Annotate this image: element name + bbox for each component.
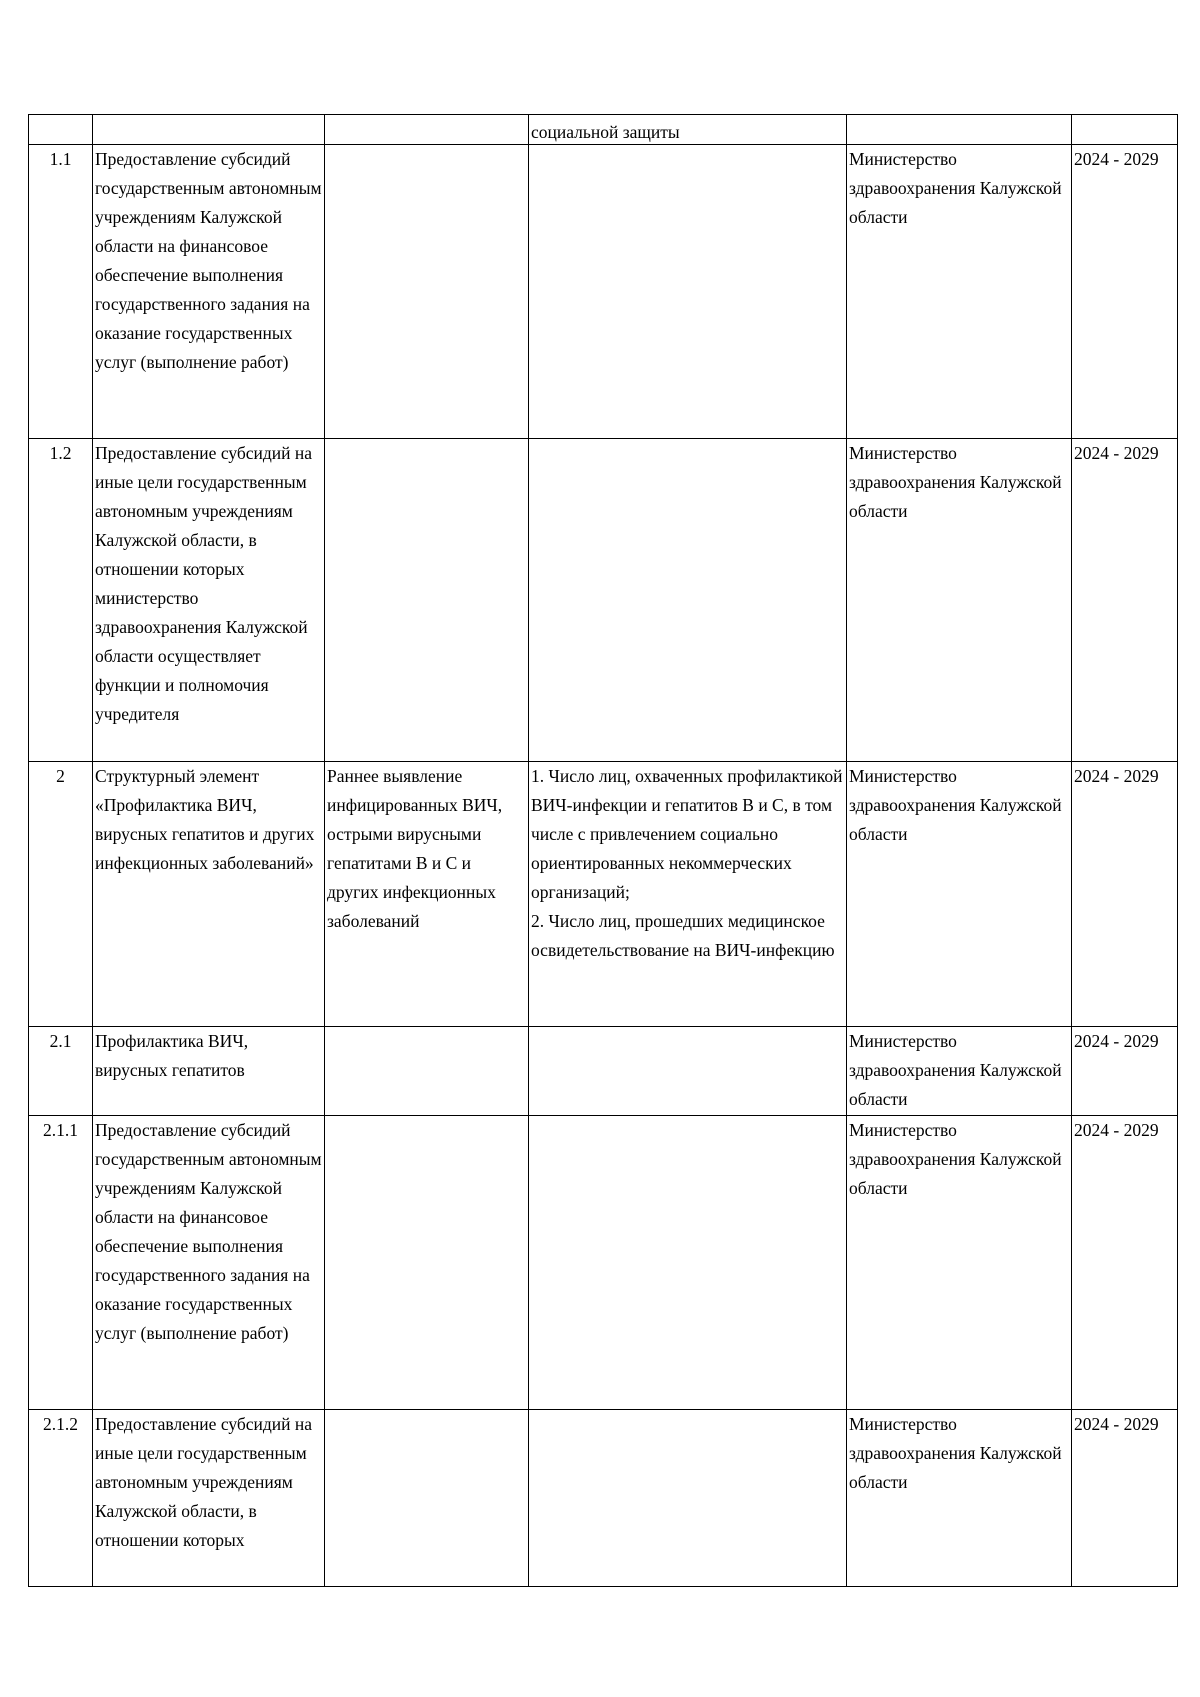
cell-task [325,115,529,145]
table-body [29,115,1178,1587]
cell-responsible [847,439,1072,762]
cell-indicator [529,762,847,1027]
cell-task [325,1116,529,1410]
cell-num [29,115,93,145]
cell-text: Министерство здравоохранения Калужской области [849,1120,1062,1198]
cell-num [29,762,93,1027]
cell-period [1072,1116,1178,1410]
cell-name [93,145,325,439]
cell-indicator [529,1027,847,1116]
cell-text: Раннее выявление инфицированных ВИЧ, острыми вирусными гепатитами В и С и других инфекционных заболеваний [327,766,503,931]
cell-name [93,762,325,1027]
cell-text: 2024 - 2029 [1074,1031,1159,1051]
cell-text: Предоставление субсидий государственным автономным учреждениям Калужской области на финансовое обеспечение выполнения государственного задания на оказание государственных услуг (выполнение работ) [95,1120,322,1343]
cell-text: Министерство здравоохранения Калужской области [849,443,1062,521]
cell-indicator: социальной защиты [529,115,847,145]
cell-indicator [529,1410,847,1587]
cell-period [1072,115,1178,145]
cell-responsible [847,1027,1072,1116]
table-row [29,762,1178,1027]
cell-num [29,439,93,762]
cell-text: Предоставление субсидий на иные цели государственным автономным учреждениям Калужской области, в отношении которых [95,1414,313,1550]
cell-responsible [847,1410,1072,1587]
cell-period [1072,439,1178,762]
table-row [29,1410,1178,1587]
cell-text: 2 [56,766,65,786]
cell-text: 2024 - 2029 [1074,1120,1159,1140]
cell-period [1072,1027,1178,1116]
cell-responsible [847,115,1072,145]
cell-task [325,145,529,439]
cell-num [29,1116,93,1410]
cell-name [93,1116,325,1410]
cell-task [325,1410,529,1587]
table-row [29,145,1178,439]
cell-text: 2024 - 2029 [1074,1414,1159,1434]
cell-text: Министерство здравоохранения Калужской области [849,1414,1062,1492]
cell-indicator [529,1116,847,1410]
cell-num [29,1027,93,1116]
cell-text: 2.1.2 [43,1414,78,1434]
cell-text: 2.1.1 [43,1120,78,1140]
cell-name [93,1410,325,1587]
table-row [29,1116,1178,1410]
cell-num [29,1410,93,1587]
cell-period [1072,762,1178,1027]
cell-name [93,1027,325,1116]
cell-text: 1.1 [49,149,72,169]
cell-text: Министерство здравоохранения Калужской области [849,766,1062,844]
measures-table [28,114,1178,1587]
cell-name [93,115,325,145]
cell-period [1072,1410,1178,1587]
cell-period [1072,145,1178,439]
cell-text: Профилактика ВИЧ, вирусных гепатитов [95,1031,249,1080]
cell-text: Министерство здравоохранения Калужской области [849,149,1062,227]
cell-text: 2.1 [49,1031,72,1051]
table-row [29,1027,1178,1116]
cell-text: 1. Число лиц, охваченных профилактикой ВИЧ-инфекции и гепатитов В и С, в том числе с привлечением социально ориентированных некоммерческих организаций; [531,766,843,902]
cell-responsible [847,762,1072,1027]
cell-task [325,762,529,1027]
cell-text: Предоставление субсидий на иные цели государственным автономным учреждениям Калужской области, в отношении которых министерство здравоохранения Калужской области осуществляет функции и полномочия учредителя [95,443,313,724]
cell-text: Предоставление субсидий государственным автономным учреждениям Калужской области на финансовое обеспечение выполнения государственного задания на оказание государственных услуг (выполнение работ) [95,149,322,372]
cell-indicator [529,439,847,762]
cell-name [93,439,325,762]
cell-indicator [529,145,847,439]
cell-text: Министерство здравоохранения Калужской области [849,1031,1062,1109]
cell-text: 2024 - 2029 [1074,149,1159,169]
cell-text: 2. Число лиц, прошедших медицинское освидетельствование на ВИЧ-инфекцию [531,911,835,960]
cell-text: 2024 - 2029 [1074,443,1159,463]
cell-task [325,1027,529,1116]
table-row-continuation [29,115,1178,145]
cell-text: 1.2 [49,443,72,463]
cell-text: Структурный элемент «Профилактика ВИЧ, вирусных гепатитов и других инфекционных заболеваний» [95,766,315,873]
cell-responsible [847,1116,1072,1410]
cell-task [325,439,529,762]
cell-text: 2024 - 2029 [1074,766,1159,786]
cell-responsible [847,145,1072,439]
cell-num [29,145,93,439]
table-row [29,439,1178,762]
